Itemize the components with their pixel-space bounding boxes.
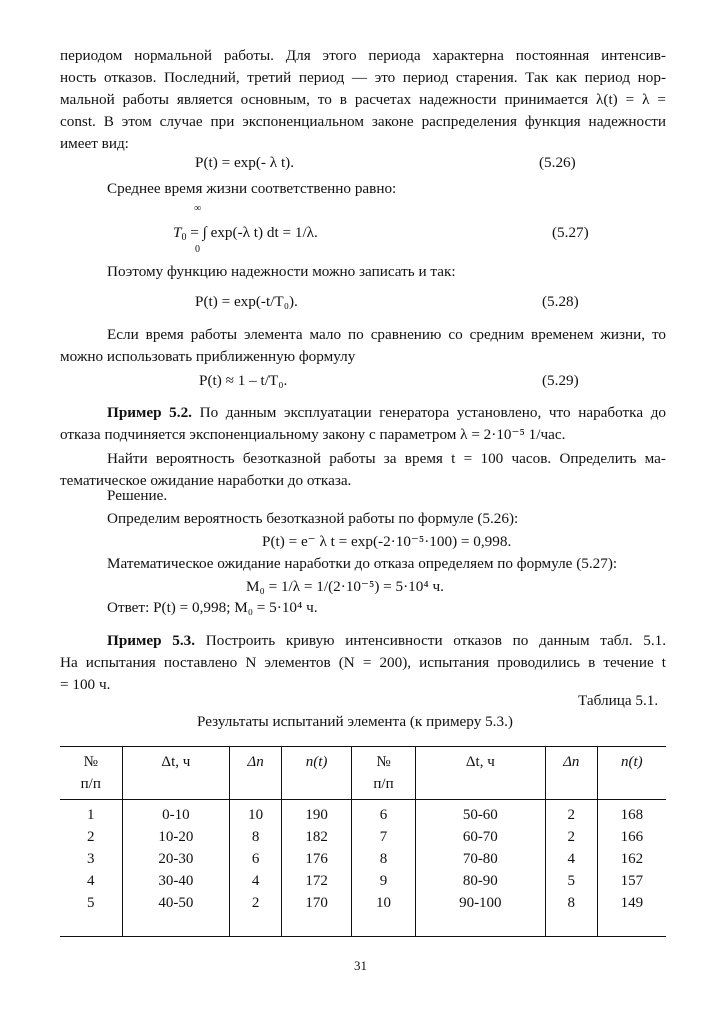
cell: 10-20 (122, 826, 230, 848)
cell: 4 (545, 848, 597, 870)
cell: 1 (87, 807, 95, 823)
cell: 8 (545, 892, 597, 914)
cell: 6 (352, 800, 416, 827)
table-caption: Результаты испытаний элемента (к примеру 5.3.) (197, 713, 513, 730)
example-title: Пример 5.2. (107, 404, 192, 421)
cell: 90-100 (415, 892, 545, 914)
cell: 9 (352, 870, 416, 892)
cell: 4 (230, 870, 282, 892)
text-line: имеет вид: (60, 135, 129, 152)
equation-lhs: $T_0$ (173, 224, 187, 243)
text-line: = 100 ч. (60, 676, 111, 693)
cell: 170 (281, 892, 351, 914)
answer: Ответ: P(t) = 0,998; M₀ = 5·10⁴ ч. (107, 599, 318, 616)
header-n-t: n(t) (597, 747, 666, 800)
solution-step-1: Определим вероятность безотказной работы по формуле (5.26): (107, 510, 519, 527)
text-line: мальной работы является основным, то в расчетах надежности принимается λ(t) = λ = (60, 91, 666, 108)
cell: 176 (281, 848, 351, 870)
cell: 2 (230, 892, 282, 914)
cell: 157 (597, 870, 666, 892)
solution-step-2: Математическое ожидание наработки до отказа определяем по формуле (5.27): (107, 555, 618, 572)
header-delta-n: Δn (545, 747, 597, 800)
cell: 80-90 (415, 870, 545, 892)
cell: 182 (281, 826, 351, 848)
table-row (60, 892, 666, 914)
integral-sign: ∫ (202, 224, 207, 241)
cell: 172 (281, 870, 351, 892)
text-line: На испытания поставлено N элементов (N = 200), испытания проводились в течение t (60, 654, 666, 671)
header-n-t: n(t) (281, 747, 351, 800)
cell: 10 (230, 800, 282, 827)
equation-5-27: $T_0$ = ∫ exp(-λ t) dt = 1/λ. (173, 224, 318, 243)
solution-label: Решение. (107, 487, 168, 504)
example-title: Пример 5.3. (107, 632, 196, 649)
text-line: Если время работы элемента мало по сравнению со средним временем жизни, то (107, 326, 666, 343)
table-row (60, 826, 666, 848)
cell: 40-50 (122, 892, 230, 914)
cell: 149 (597, 892, 666, 914)
cell: 50-60 (415, 800, 545, 827)
text-line: const. В этом случае при экспоненциальном законе распределения функция надежности (60, 113, 666, 130)
cell: 20-30 (122, 848, 230, 870)
text-therefore: Поэтому функцию надежности можно записать и так: (107, 263, 456, 280)
table-label: Таблица 5.1. (578, 692, 659, 709)
text-line: ность отказов. Последний, третий период — это период старения. Так как период нор- (60, 69, 666, 86)
header-delta-t: Δt, ч (122, 747, 230, 800)
table-row-spacer (60, 914, 666, 937)
cell: 168 (597, 800, 666, 827)
equation-number: (5.29) (542, 372, 579, 389)
cell: 2 (87, 829, 95, 845)
header-delta-n: Δn (230, 747, 282, 800)
approx-paragraph (60, 324, 666, 368)
text-line: тематическое ожидание наработки до отказа. (60, 472, 352, 489)
table-row (60, 800, 666, 827)
text-line: Пример 5.3. Построить кривую интенсивности отказов по данным табл. 5.1. (107, 632, 667, 649)
text-line: Пример 5.2. По данным эксплуатации генератора установлено, что наработка до (107, 404, 667, 421)
cell: 6 (230, 848, 282, 870)
solution-step-1-formula: P(t) = e⁻ λ t = exp(-2·10⁻⁵·100) = 0,998. (262, 533, 512, 550)
cell: 190 (281, 800, 351, 827)
header-number: № п/п (80, 754, 101, 792)
text-line: можно использовать приближенную формулу (60, 348, 356, 365)
equation-number: (5.27) (552, 224, 589, 241)
equation-number: (5.28) (542, 293, 579, 310)
integral-upper-limit: ∞ (194, 203, 202, 214)
header-number: № п/п (352, 747, 416, 800)
cell: 60-70 (415, 826, 545, 848)
text-line: Найти вероятность безотказной работы за время t = 100 часов. Определить ма- (107, 450, 666, 467)
cell: 2 (545, 826, 597, 848)
cell: 30-40 (122, 870, 230, 892)
text-mean-life: Среднее время жизни соответственно равно: (107, 180, 397, 197)
table-header-row (60, 747, 666, 800)
equation-formula: P(t) = exp(- λ t). (195, 154, 295, 171)
page-number: 31 (354, 958, 367, 973)
cell: 5 (87, 895, 95, 911)
equation-number: (5.26) (539, 154, 576, 171)
cell: 10 (352, 892, 416, 914)
equation-5-26 (195, 154, 294, 172)
header-delta-t: Δt, ч (415, 747, 545, 800)
example-5-2 (60, 402, 666, 492)
text-line: отказа подчиняется экспоненциальному закону с параметром λ = 2·10⁻⁵ 1/час. (60, 426, 566, 443)
intro-paragraph (60, 45, 666, 155)
equation-rhs: exp(-λ t) dt = 1/λ. (210, 224, 318, 241)
table-row (60, 848, 666, 870)
cell: 162 (597, 848, 666, 870)
cell: 0-10 (122, 800, 230, 827)
cell: 8 (230, 826, 282, 848)
cell: 4 (87, 873, 95, 889)
equation-5-28: P(t) = exp(-t/T₀). (195, 293, 298, 310)
cell: 166 (597, 826, 666, 848)
text-line: периодом нормальной работы. Для этого периода характерна постоянная интенсив- (60, 47, 666, 64)
cell: 3 (87, 851, 95, 867)
cell: 7 (352, 826, 416, 848)
integral-lower-limit: 0 (195, 244, 200, 255)
example-5-3 (60, 630, 666, 696)
table-row (60, 870, 666, 892)
results-table (60, 746, 666, 937)
cell: 5 (545, 870, 597, 892)
cell: 2 (545, 800, 597, 827)
cell: 70-80 (415, 848, 545, 870)
solution-step-2-formula: M₀ = 1/λ = 1/(2·10⁻⁵) = 5·10⁴ ч. (246, 578, 444, 595)
equation-5-29: P(t) ≈ 1 – t/T₀. (199, 372, 288, 389)
cell: 8 (352, 848, 416, 870)
